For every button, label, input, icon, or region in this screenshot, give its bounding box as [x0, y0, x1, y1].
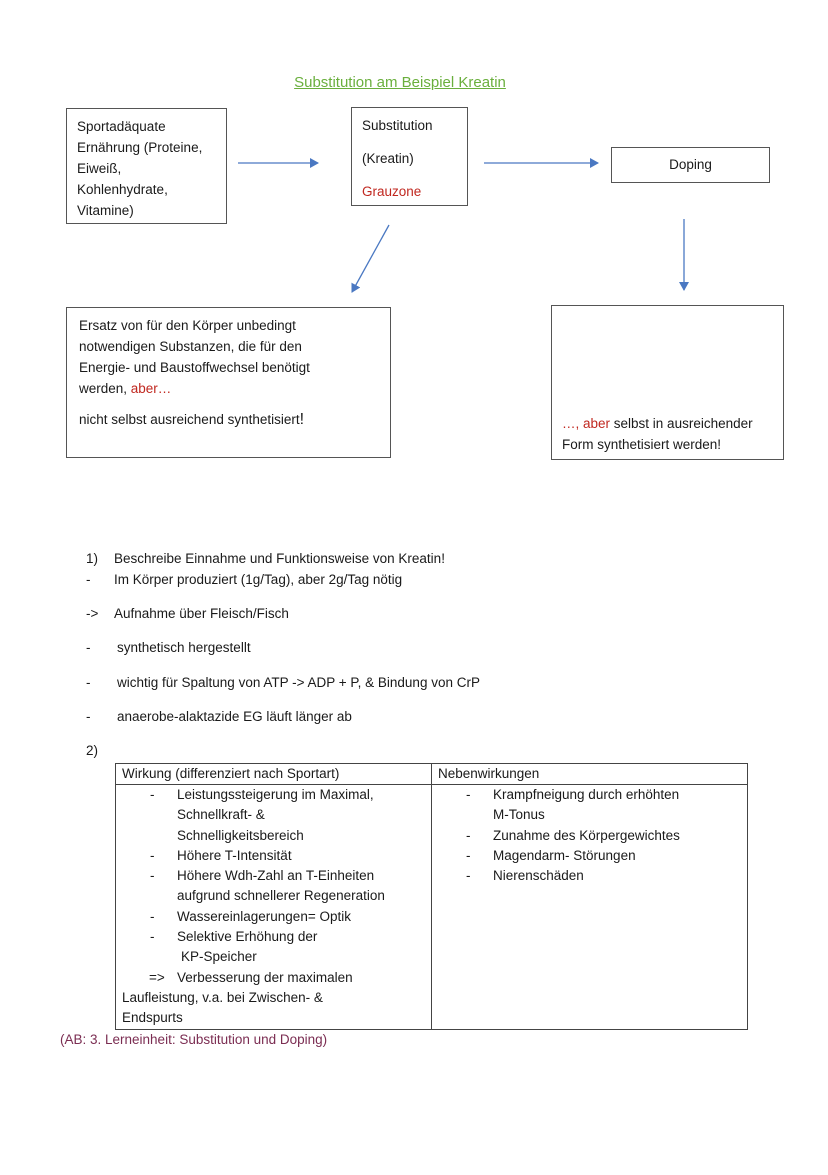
side-effect-line: Krampfneigung durch erhöhten	[493, 787, 680, 802]
aber-highlight: …, aber	[562, 416, 611, 431]
list-item-text: Aufnahme über Fleisch/Fisch	[114, 606, 289, 621]
conclusion-line: Endspurts	[122, 1010, 183, 1026]
effect-line: aufgrund schnellerer Regeneration	[177, 888, 385, 904]
kreatin-label: (Kreatin)	[362, 151, 414, 166]
side-effect-line: Zunahme des Körpergewichtes	[493, 827, 680, 843]
effect-line: Wassereinlagerungen= Optik	[177, 908, 351, 924]
list-marker: -	[466, 787, 471, 802]
effect-item	[122, 927, 425, 968]
side-effect-item	[438, 866, 741, 886]
side-effect-line: M-Tonus	[493, 807, 545, 823]
list-item-text: synthetisch hergestellt	[117, 640, 251, 655]
list-marker: -	[86, 640, 91, 655]
header-nebenwirkungen: Nebenwirkungen	[432, 764, 748, 785]
effect-line: Schnellkraft- &	[177, 807, 265, 823]
list-marker: 1)	[86, 551, 99, 566]
effect-line: Leistungssteigerung im Maximal,	[177, 787, 374, 802]
side-effect-item	[438, 846, 741, 866]
arrow-marker: =>	[149, 969, 165, 985]
effect-item	[122, 846, 425, 866]
exclamation-mark: !	[299, 411, 305, 428]
list-marker: ->	[86, 606, 99, 621]
list-item	[86, 640, 251, 655]
nutrition-line: Sportadäquate	[77, 119, 166, 134]
list-item-text: anaerobe-alaktazide EG läuft länger ab	[117, 709, 352, 724]
list-marker: -	[466, 827, 471, 843]
ersatz-line1: von für den Körper unbedingt	[117, 318, 296, 333]
question-2	[86, 743, 114, 758]
effect-line: KP-Speicher	[181, 949, 257, 965]
conclusion-text: Verbesserung der maximalen	[177, 969, 353, 985]
ersatz-line5: nicht selbst ausreichend synthetisiert	[79, 412, 300, 427]
list-item	[86, 709, 352, 724]
list-marker: -	[150, 787, 155, 802]
doping-desc-line2: Form synthetisiert werden!	[562, 437, 722, 452]
aber-highlight: aber…	[130, 381, 172, 396]
arrow-substitution-down	[352, 225, 389, 292]
list-marker: -	[86, 675, 91, 690]
list-marker: 2)	[86, 743, 99, 758]
side-effect-item	[438, 826, 741, 846]
list-marker: -	[86, 709, 91, 724]
side-effects-cell	[432, 785, 748, 1030]
effects-cell	[116, 785, 432, 1030]
side-effect-item	[438, 785, 741, 826]
effect-line: Schnelligkeitsbereich	[177, 827, 304, 843]
list-item-text: Im Körper produziert (1g/Tag), aber 2g/Tag nötig	[114, 572, 403, 587]
side-effect-line: Nierenschäden	[493, 868, 584, 884]
effects-table	[115, 763, 748, 1030]
list-marker: -	[150, 929, 155, 945]
effect-item	[122, 866, 425, 907]
list-marker: -	[466, 847, 471, 863]
nutrition-line: Eiweiß,	[77, 161, 122, 176]
doping-label: Doping	[669, 157, 712, 172]
question-text: Beschreibe Einnahme und Funktionsweise von Kreatin!	[114, 551, 445, 566]
list-item	[86, 572, 402, 587]
conclusion-arrow-line	[122, 968, 425, 988]
conclusion-line: Laufleistung, v.a. bei Zwischen- &	[122, 989, 323, 1005]
list-marker: -	[150, 868, 155, 884]
nutrition-line: Vitamine)	[77, 203, 134, 218]
effect-item	[122, 785, 425, 846]
list-item-text: wichtig für Spaltung von ATP -> ADP + P, & Bindung von CrP	[117, 675, 480, 690]
question-1	[86, 551, 445, 566]
doping-desc-line1: selbst in ausreichender	[610, 416, 753, 431]
table-row	[116, 785, 748, 1030]
table-header-row	[116, 764, 748, 785]
ersatz-word: Ersatz	[79, 318, 118, 333]
ersatz-line2: notwendigen Substanzen, die für den	[79, 339, 302, 354]
effect-line: Selektive Erhöhung der	[177, 929, 318, 945]
substitution-label: Substitution	[362, 118, 433, 133]
list-marker: -	[150, 847, 155, 863]
effect-line: Höhere Wdh-Zahl an T-Einheiten	[177, 868, 375, 884]
list-item	[86, 606, 289, 621]
effect-item	[122, 907, 425, 927]
nutrition-line: Ernährung (Proteine,	[77, 140, 203, 155]
footer-reference: (AB: 3. Lerneinheit: Substitution und Doping)	[60, 1032, 328, 1047]
list-marker: -	[466, 868, 471, 884]
nutrition-line: Kohlenhydrate,	[77, 182, 168, 197]
header-wirkung: Wirkung (differenziert nach Sportart)	[116, 764, 432, 785]
side-effect-line: Magendarm- Störungen	[493, 847, 636, 863]
page-title: Substitution am Beispiel Kreatin	[294, 74, 506, 91]
list-marker: -	[86, 572, 91, 587]
list-marker: -	[150, 908, 155, 924]
ersatz-line4: werden,	[79, 381, 131, 396]
list-item	[86, 675, 480, 690]
ersatz-line3: Energie- und Baustoffwechsel benötigt	[79, 360, 310, 375]
effect-line: Höhere T-Intensität	[177, 847, 292, 863]
grauzone-label: Grauzone	[362, 184, 422, 199]
